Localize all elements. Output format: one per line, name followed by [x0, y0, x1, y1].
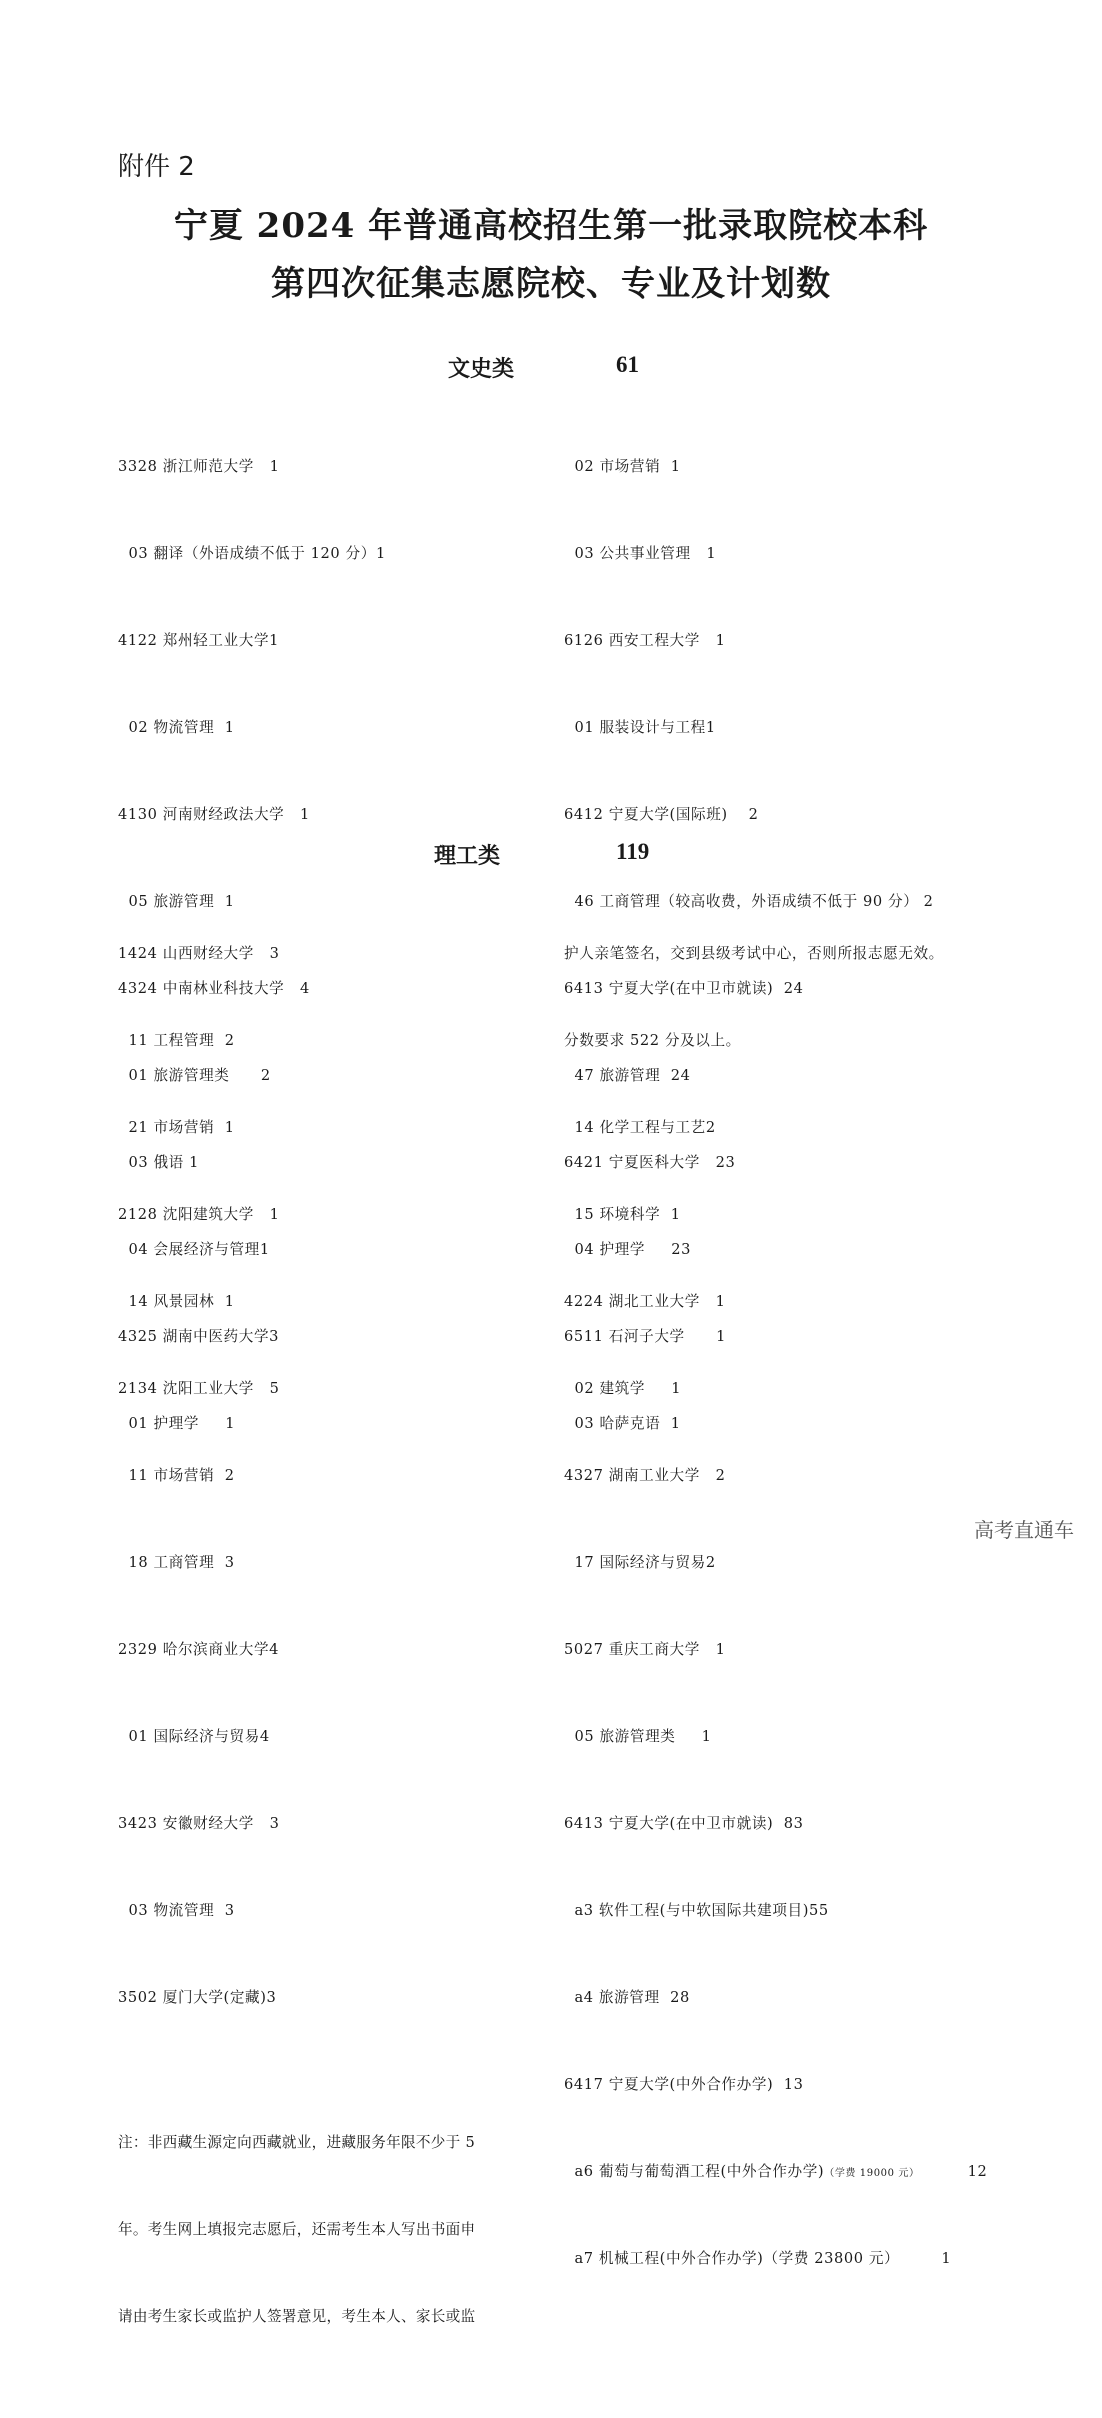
list-item: 6417 宁夏大学(中外合作办学) 13	[564, 2076, 804, 2093]
page-title-line1: 宁夏 2024 年普通高校招生第一批录取院校本科	[173, 206, 929, 246]
list-item: 03 翻译（外语成绩不低于 120 分）1	[118, 545, 386, 562]
list-item: 46 工商管理（较高收费，外语成绩不低于 90 分） 2	[564, 893, 934, 910]
list-item: 18 工商管理 3	[118, 1554, 235, 1571]
list-item: 3328 浙江师范大学 1	[118, 458, 280, 475]
list-item: 03 物流管理 3	[118, 1902, 235, 1919]
watermark: 高考直通车	[974, 1518, 1074, 1542]
list-item: 14 化学工程与工艺2	[564, 1119, 716, 1136]
list-item: 6511 石河子大学 1	[564, 1328, 727, 1345]
section-name: 理工类	[434, 843, 501, 869]
note-line: 注：非西藏生源定向西藏就业，进藏服务年限不少于 5	[118, 2134, 476, 2151]
list-item: 15 环境科学 1	[564, 1206, 681, 1223]
list-item: 5027 重庆工商大学 1	[564, 1641, 726, 1658]
note-line: 请由考生家长或监护人签署意见，考生本人、家长或监	[118, 2308, 476, 2325]
list-item: 03 俄语 1	[118, 1154, 199, 1171]
list-item: 02 物流管理 1	[118, 719, 235, 736]
list-item: 6413 宁夏大学(在中卫市就读) 83	[564, 1815, 804, 1832]
list-item: 14 风景园林 1	[118, 1293, 235, 1310]
plan-count: 12	[967, 2163, 988, 2180]
list-item: 05 旅游管理类 1	[564, 1728, 712, 1745]
page-title-line2: 第四次征集志愿院校、专业及计划数	[271, 264, 831, 304]
attachment-label: 附件 2	[118, 152, 195, 182]
note-line: 年。考生网上填报完志愿后，还需考生本人写出书面申	[118, 2221, 476, 2238]
list-item: 4224 湖北工业大学 1	[564, 1293, 726, 1310]
list-item: 1424 山西财经大学 3	[118, 945, 280, 962]
list-item: 01 护理学 1	[118, 1415, 236, 1432]
note-paragraph	[118, 2070, 475, 2389]
list-item: a3 软件工程(与中软国际共建项目)55	[564, 1902, 829, 1919]
list-item: 03 哈萨克语 1	[564, 1415, 681, 1432]
list-item	[564, 2244, 987, 2273]
list-item: 3502 厦门大学(定藏)3	[118, 1989, 277, 2006]
section-name: 文史类	[448, 356, 515, 382]
list-item: 05 旅游管理 1	[118, 893, 235, 910]
list-item: 2128 沈阳建筑大学 1	[118, 1206, 280, 1223]
list-item: 4327 湖南工业大学 2	[564, 1467, 726, 1484]
list-item: a4 旅游管理 28	[564, 1989, 690, 2006]
list-item: 04 会展经济与管理1	[118, 1241, 270, 1258]
list-item: 4325 湖南中医药大学3	[118, 1328, 280, 1345]
list-item: 6412 宁夏大学(国际班) 2	[564, 806, 759, 823]
list-item: 4122 郑州轻工业大学1	[118, 632, 280, 649]
ligong-left-column	[118, 881, 475, 2418]
section-total: 119	[616, 839, 650, 864]
list-item	[564, 2157, 987, 2186]
list-item: 03 公共事业管理 1	[564, 545, 717, 562]
list-item: 2134 沈阳工业大学 5	[118, 1380, 280, 1397]
list-item: 02 市场营销 1	[564, 458, 681, 475]
major-name: a6 葡萄与葡萄酒工程(中外合作办学)	[564, 2163, 825, 2180]
list-item: 6126 西安工程大学 1	[564, 632, 726, 649]
list-item: 3423 安徽财经大学 3	[118, 1815, 280, 1832]
ligong-right-column	[564, 881, 987, 2302]
list-item: 01 旅游管理类 2	[118, 1067, 271, 1084]
note-line: 分数要求 522 分及以上。	[564, 1032, 741, 1049]
fee-note: （学费 19000 元）	[824, 2168, 920, 2179]
list-item: 4324 中南林业科技大学 4	[118, 980, 310, 997]
list-item: 02 建筑学 1	[564, 1380, 682, 1397]
list-item: 6413 宁夏大学(在中卫市就读) 24	[564, 980, 804, 997]
list-item: 01 国际经济与贸易4	[118, 1728, 270, 1745]
list-item: 4130 河南财经政法大学 1	[118, 806, 310, 823]
major-name: a7 机械工程(中外合作办学)（学费 23800 元）	[564, 2250, 900, 2267]
list-item: 17 国际经济与贸易2	[564, 1554, 716, 1571]
plan-count: 1	[941, 2250, 952, 2267]
section-total: 61	[616, 352, 639, 377]
list-item: 47 旅游管理 24	[564, 1067, 691, 1084]
list-item: 11 工程管理 2	[118, 1032, 235, 1049]
list-item: 04 护理学 23	[564, 1241, 692, 1258]
list-item: 01 服装设计与工程1	[564, 719, 716, 736]
list-item: 21 市场营销 1	[118, 1119, 235, 1136]
list-item: 6421 宁夏医科大学 23	[564, 1154, 736, 1171]
note-line: 护人亲笔签名，交到县级考试中心，否则所报志愿无效。	[564, 945, 944, 962]
list-item: 2329 哈尔滨商业大学4	[118, 1641, 280, 1658]
list-item: 11 市场营销 2	[118, 1467, 235, 1484]
